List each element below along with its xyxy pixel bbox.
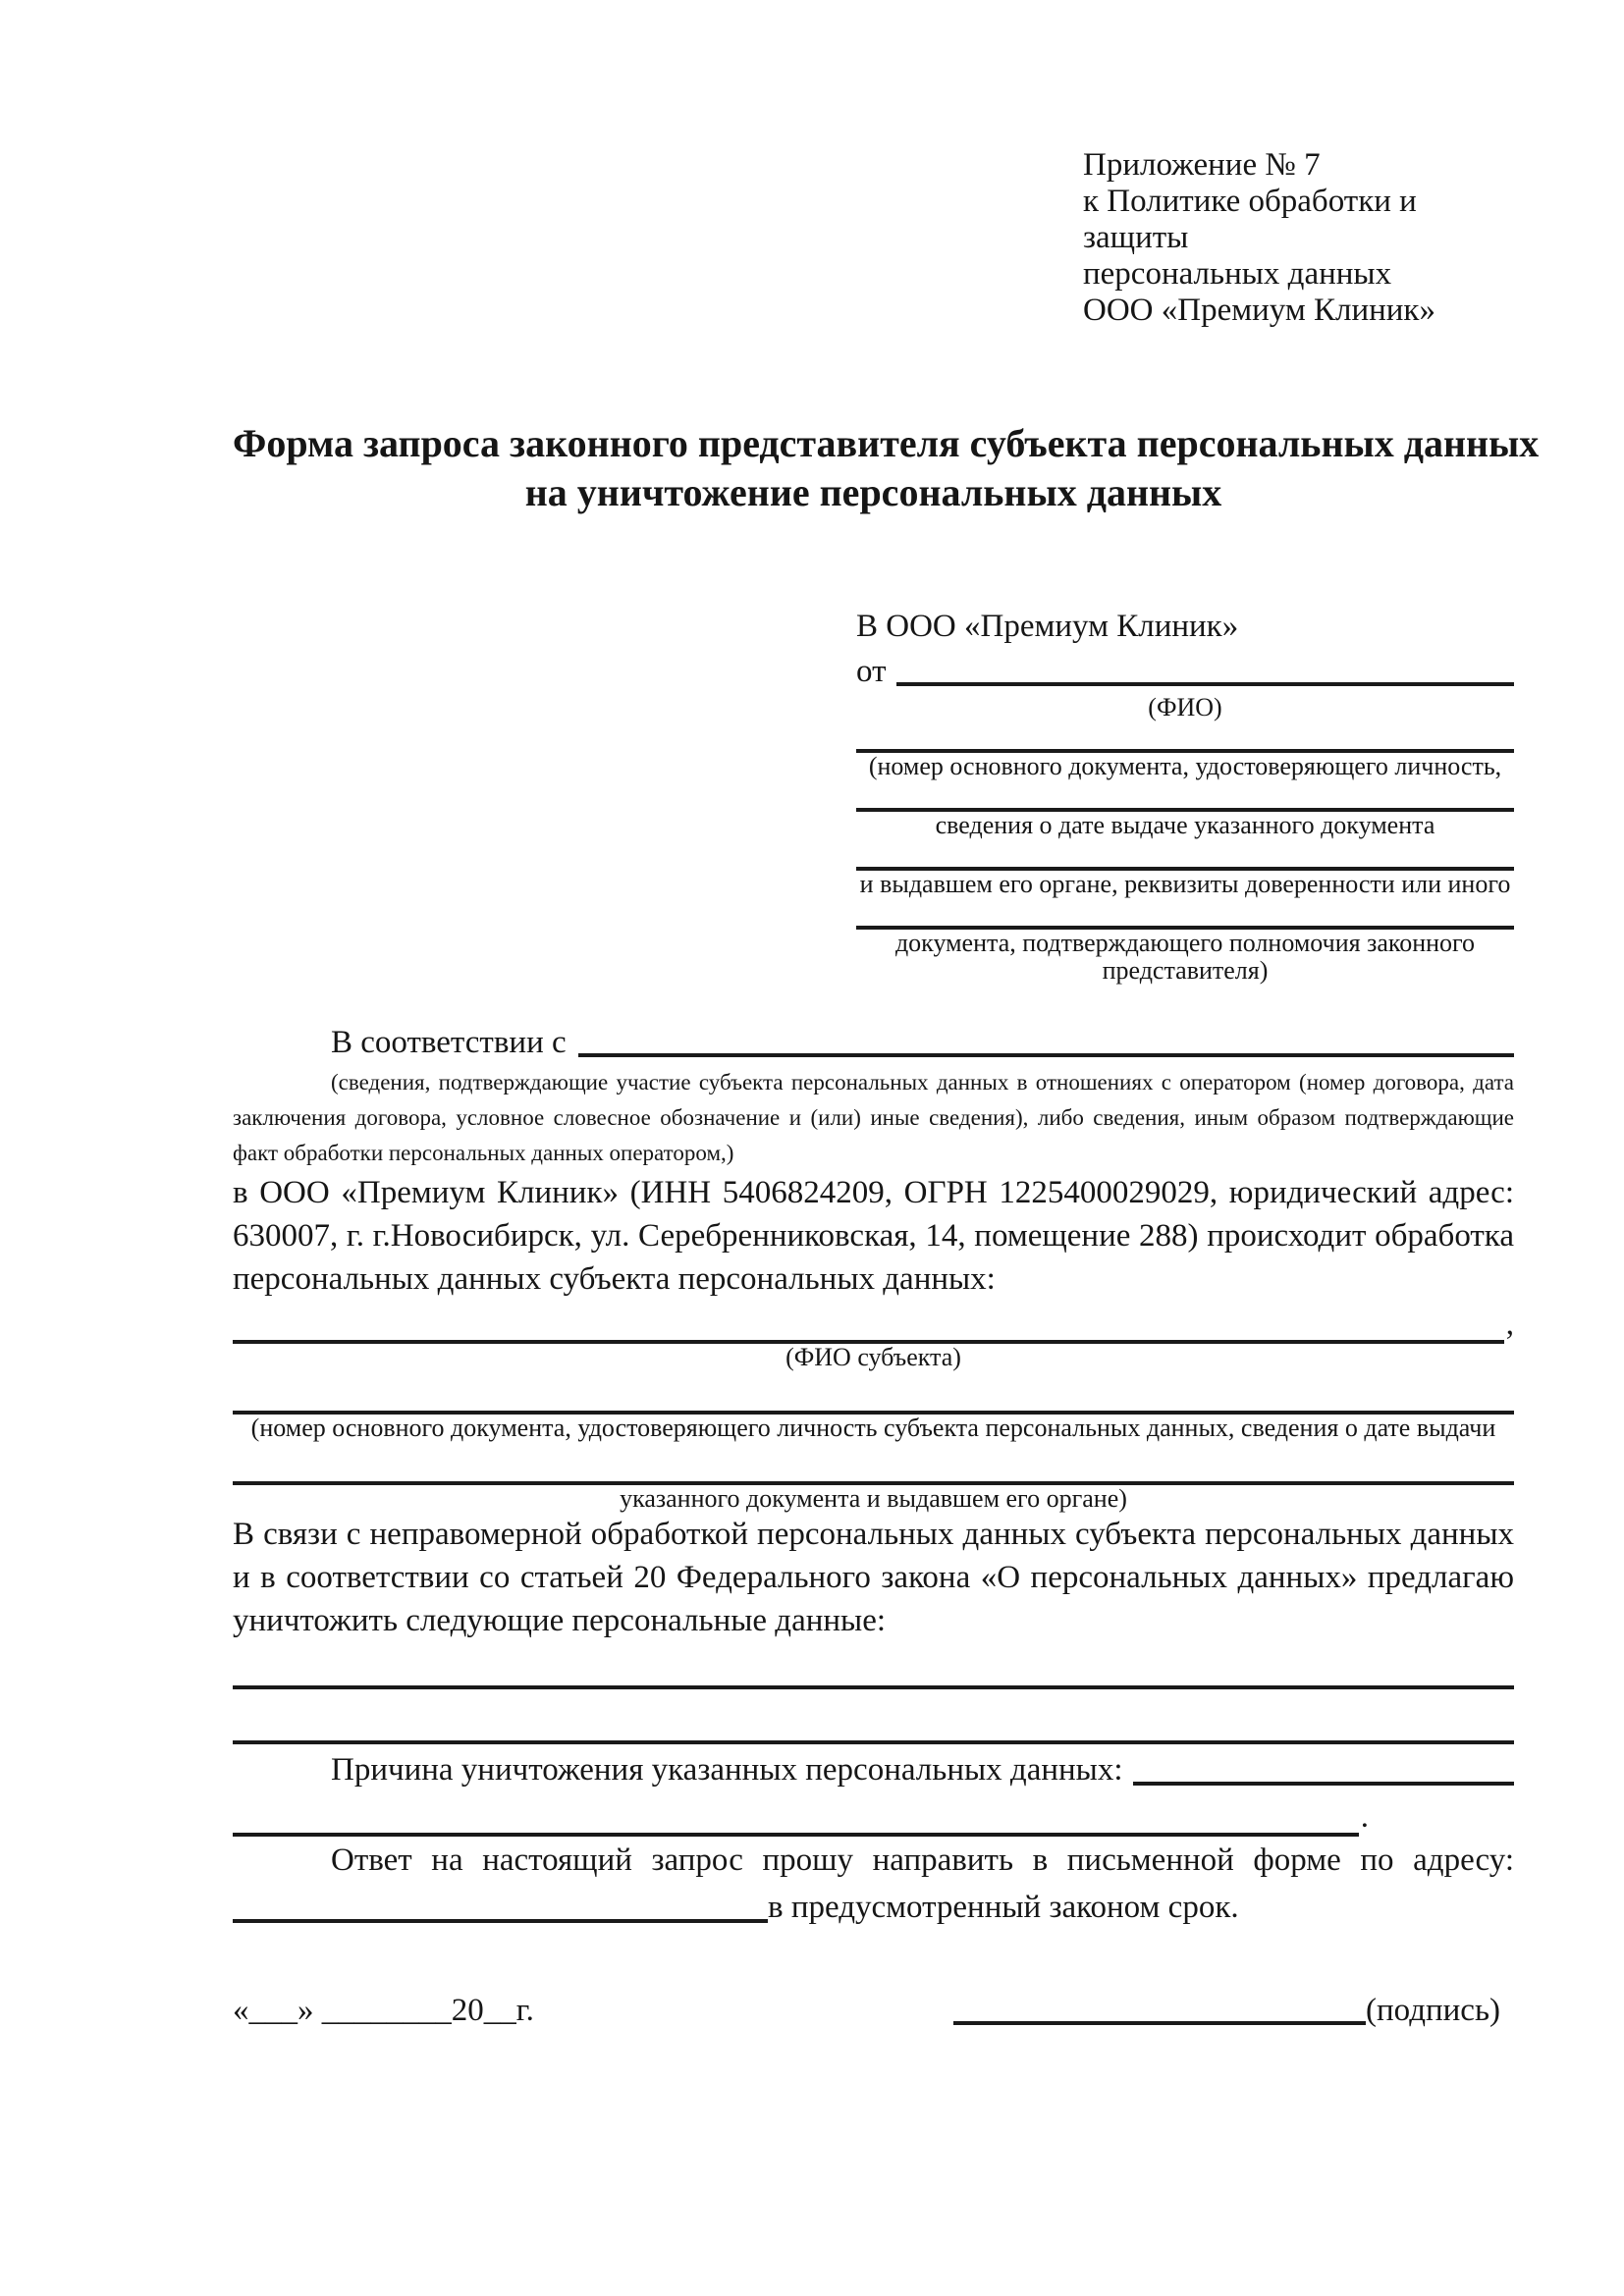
subject-document-row [233, 1442, 1514, 1485]
document-blank-line [856, 839, 1514, 871]
document-blank-line [856, 898, 1514, 930]
accordance-row [233, 1020, 1514, 1065]
request-paragraph: В связи с неправомерной обработкой персональных данных субъекта персональных данных и в соответствии со статьей 20 Федерального закона «О персональных данных» предлагаю уничтожить следующие персональные данные: [233, 1517, 1514, 1638]
representative-document-field [856, 721, 1514, 780]
subject-document-caption: указанного документа и выдавшем его органе) [620, 1484, 1127, 1513]
reason-label: Причина уничтожения указанных персональных данных: [331, 1752, 1123, 1788]
annex-header [1083, 147, 1514, 329]
accordance-caption: (сведения, подтверждающие участие субъекта персональных данных в отношениях с оператором (номер договора, дата заключения договора, условное словесное обозначение и (или) иные сведения), либо сведения, иным образом подтверждающие факт обработки персональных данных оператором,) [233, 1070, 1514, 1165]
field-caption: сведения о дате выдаче указанного документа [935, 811, 1435, 839]
document-blank-line [856, 780, 1514, 812]
operator-paragraph: в ООО «Премиум Клиник» (ИНН 5406824209, ОГРН 1225400029029, юридический адрес: 630007, г. г.Новосибирск, ул. Серебренниковская, 14, помещение 288) происходит обработка персональных данных субъекта персональных данных: [233, 1175, 1514, 1297]
addressee-organization: В ООО «Премиум Клиник» [856, 609, 1239, 644]
accordance-label: В соответствии с [331, 1025, 567, 1060]
signature-footer [233, 1988, 1514, 2033]
annex-header-line: ООО «Премиум Клиник» [1083, 293, 1435, 328]
annex-header-line: к Политике обработки и защиты [1083, 184, 1417, 255]
trailing-comma: , [1505, 1307, 1514, 1342]
field-caption: и выдавшем его органе, реквизиты доверенности или иного [859, 870, 1511, 898]
date-blank: «___» ________20__г. [233, 1993, 534, 2028]
addressee-block [856, 604, 1514, 985]
document-blank-line [856, 721, 1514, 753]
signature-blank-line [953, 2021, 1366, 2025]
representative-document-field [856, 780, 1514, 839]
data-to-destroy-row [233, 1689, 1514, 1744]
fio-caption: (ФИО) [1148, 693, 1222, 721]
reason-blank-line [1133, 1782, 1514, 1786]
trailing-period: . [1360, 1799, 1369, 1835]
answer-sentence: Ответ на настоящий запрос прошу направить в письменной форме по адресу: [331, 1842, 1514, 1878]
field-caption: (номер основного документа, удостоверяющего личность, [868, 752, 1502, 780]
data-to-destroy-blank-line [233, 1685, 1514, 1689]
representative-fio-blank-line [896, 682, 1515, 686]
document-title-line: на уничтожение персональных данных [524, 470, 1222, 514]
subject-document-caption: (номер основного документа, удостоверяющего личность субъекта персональных данных, сведения о дате выдачи [250, 1414, 1496, 1442]
answer-tail: в предусмотренный законом срок. [768, 1890, 1239, 1925]
document-title [233, 419, 1540, 517]
subject-fio-caption: (ФИО субъекта) [785, 1343, 961, 1371]
subject-document-row [233, 1371, 1514, 1415]
field-caption: документа, подтверждающего полномочия законного представителя) [894, 929, 1476, 985]
document-title-line: Форма запроса законного представителя субъекта персональных данных [233, 421, 1540, 465]
address-blank-line [233, 1919, 768, 1923]
signature-group [953, 1988, 1500, 2033]
data-to-destroy-row [233, 1642, 1514, 1689]
from-label: от [856, 654, 887, 689]
data-to-destroy-blank-line [233, 1740, 1514, 1744]
representative-document-field [856, 898, 1514, 985]
from-row [856, 649, 1514, 694]
annex-header-line: персональных данных [1083, 256, 1392, 292]
reason-continuation-row [233, 1793, 1514, 1837]
document-body [233, 1020, 1514, 1931]
signature-caption: (подпись) [1366, 1993, 1500, 2028]
accordance-blank-line [578, 1053, 1514, 1057]
subject-fio-row [233, 1301, 1514, 1344]
reason-row [233, 1746, 1514, 1793]
annex-header-line: Приложение № 7 [1083, 147, 1321, 183]
answer-address-row [233, 1884, 1514, 1931]
representative-document-field [856, 839, 1514, 898]
